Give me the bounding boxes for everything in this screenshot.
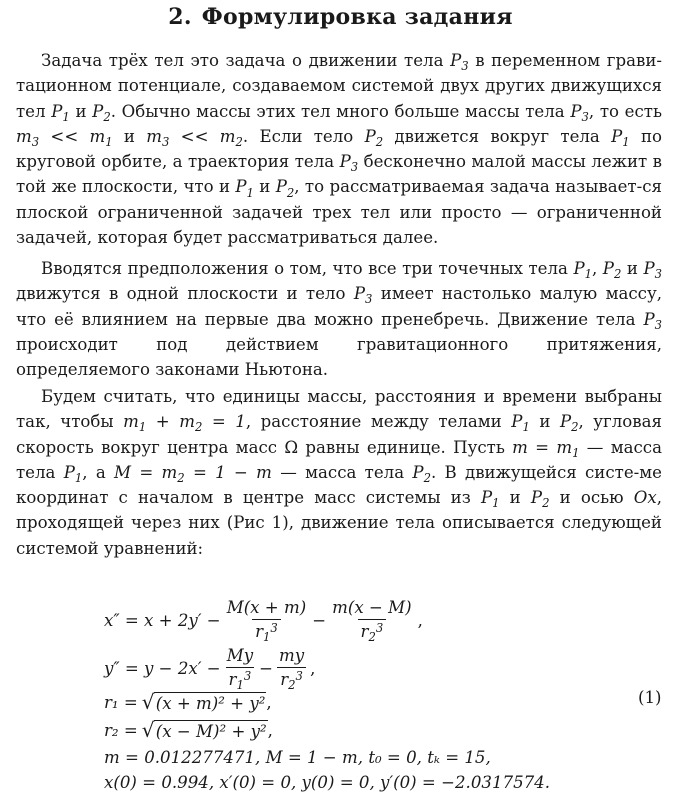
operator: −: [312, 610, 327, 630]
equation-x-double-prime: [104, 598, 423, 645]
text-run: в переменном грави-тационном потенциале, создаваемом системой двух других движущихся тел: [16, 51, 662, 121]
text-run: — масса тела: [271, 462, 413, 482]
math-P2: $P_2$: [559, 412, 579, 435]
text-run: . Обычно массы этих тел много больше массы тела: [110, 101, 571, 121]
punctuation: ,: [267, 721, 273, 740]
text-run: по круговой орбите, а траектория тела: [16, 126, 663, 172]
fraction: [224, 598, 310, 645]
section-heading: [0, 4, 681, 30]
math-P3: $P_3$: [570, 101, 589, 124]
math-m3-ll-m1: $m_3 << m_1$: [16, 126, 113, 149]
fraction: [329, 598, 415, 645]
text-run: движутся в одной плоскости и тело: [16, 284, 354, 304]
equation-lhs: y″ = y − 2x′ −: [104, 658, 221, 678]
text-run: Вводятся предположения о том, что все три точечных тела: [41, 259, 574, 278]
math-P2: $P_2$: [530, 488, 550, 511]
text-run: Будем считать, что единицы массы, расстояния и времени выбраны так, чтобы: [16, 387, 662, 432]
math-M-def: $M = m_2 = 1 - m$: [114, 462, 272, 485]
fraction: [276, 646, 307, 693]
math-m-def: $m = m_1$: [512, 437, 580, 460]
square-root: [142, 720, 268, 741]
parameters-text: m = 0.012277471, M = 1 − m, t₀ = 0, tₖ = 15,: [104, 748, 491, 767]
math-m3-ll-m2: $m_3 << m_2$: [146, 126, 243, 149]
operator: −: [259, 658, 273, 678]
text-run: . В движущейся систе-ме координат с началом в центре масс системы из: [16, 462, 662, 508]
text-run: и осью: [549, 488, 634, 508]
section-title: Формулировка задания: [201, 4, 513, 30]
math-P2: $P_2$: [602, 259, 622, 282]
text-run: происходит под действием гравитационного притяжения, определяемого законами Ньютона.: [16, 334, 662, 380]
text-run: и: [499, 488, 531, 508]
math-P1: $P_1$: [235, 177, 254, 200]
punctuation: ,: [310, 658, 316, 678]
math-P1: $P_1$: [480, 488, 500, 511]
equation-y-double-prime: [104, 646, 316, 693]
equation-parameters: [104, 748, 491, 767]
math-P3: $P_3$: [353, 284, 373, 307]
text-run: , проходящей через них (Рис 1), движение тела описывается следующей системой уравнений:: [16, 488, 662, 558]
text-run: , то рассматриваемая задача называет-ся плоской ограниченной задачей трех тел или просто — ограниченной задачей, которая будет рассматриваться далее.: [16, 177, 662, 248]
text-run: и: [112, 126, 147, 146]
fraction-denominator: $r_2^3$: [277, 667, 306, 690]
text-run: и: [253, 177, 276, 197]
paragraph-3: [16, 384, 662, 561]
math-P1: $P_1$: [63, 462, 83, 485]
text-run: и: [621, 259, 644, 278]
equation-lhs: r₁ =: [104, 693, 138, 712]
math-P2: $P_2$: [92, 101, 111, 124]
equation-r1: [104, 692, 272, 713]
text-run: бесконечно малой массы лежит в той же плоскости, что и: [16, 152, 662, 197]
math-P1: $P_1$: [611, 126, 630, 149]
math-P3: $P_3$: [643, 309, 662, 332]
sqrt-symbol: √: [141, 690, 155, 714]
fraction-numerator: My: [226, 646, 254, 665]
text-run: ,: [592, 259, 603, 278]
radicand: (x + m)² + y²: [155, 694, 266, 713]
text-run: , угловая скорость вокруг центра масс Ω равны единице. Пусть: [16, 412, 662, 457]
initial-conditions-text: x(0) = 0.994, x′(0) = 0, y(0) = 0, y′(0) = −2.0317574.: [104, 773, 551, 792]
text-run: . Если тело: [242, 126, 365, 146]
math-P2: $P_2$: [364, 126, 384, 149]
text-run: , расстояние между телами: [245, 412, 512, 432]
section-number: 2.: [168, 4, 192, 30]
equation-number: (1): [638, 688, 662, 707]
punctuation: ,: [266, 693, 272, 712]
fraction: [224, 646, 256, 693]
fraction-numerator: my: [279, 646, 305, 665]
math-P3: $P_3$: [643, 259, 662, 282]
fraction-denominator: $r_1^3$: [252, 619, 281, 642]
text-run: и: [69, 101, 93, 121]
text-run: и: [529, 412, 560, 432]
text-run: , а: [82, 462, 115, 482]
sqrt-symbol: √: [141, 718, 155, 742]
text-run: движется вокруг тела: [383, 126, 612, 146]
math-P3: $P_3$: [450, 51, 469, 74]
text-run: имеет настолько малую массу, что её влиянием на первые два можно пренебречь. Движение тела: [16, 284, 662, 329]
math-Ox: Ox: [633, 488, 657, 508]
math-P1: $P_1$: [573, 259, 593, 282]
square-root: [142, 692, 267, 713]
fraction-denominator: $r_1^3$: [226, 667, 255, 690]
punctuation: ,: [417, 610, 423, 630]
math-mass-sum: $m_1 + m_2 = 1$: [123, 412, 246, 435]
fraction-numerator: M(x + m): [226, 598, 307, 617]
equation-lhs: x″ = x + 2y′ −: [104, 610, 221, 630]
text-run: , то есть: [588, 101, 662, 121]
paragraph-2: [16, 256, 662, 382]
fraction-denominator: $r_2^3$: [358, 619, 387, 642]
math-P1: $P_1$: [51, 101, 70, 124]
math-P2: $P_2$: [412, 462, 431, 485]
fraction-numerator: m(x − M): [332, 598, 412, 617]
text-run: Задача трёх тел это задача о движении тела: [41, 51, 451, 70]
equation-initial-conditions: [104, 773, 550, 792]
radicand: (x − M)² + y²: [155, 722, 267, 741]
paragraph-1: [16, 48, 662, 250]
text-run: — масса тела: [16, 437, 662, 482]
math-P1: $P_1$: [511, 412, 530, 435]
equation-r2: [104, 720, 273, 741]
math-P3: $P_3$: [339, 152, 359, 175]
equation-lhs: r₂ =: [104, 721, 138, 740]
math-P2: $P_2$: [275, 177, 295, 200]
